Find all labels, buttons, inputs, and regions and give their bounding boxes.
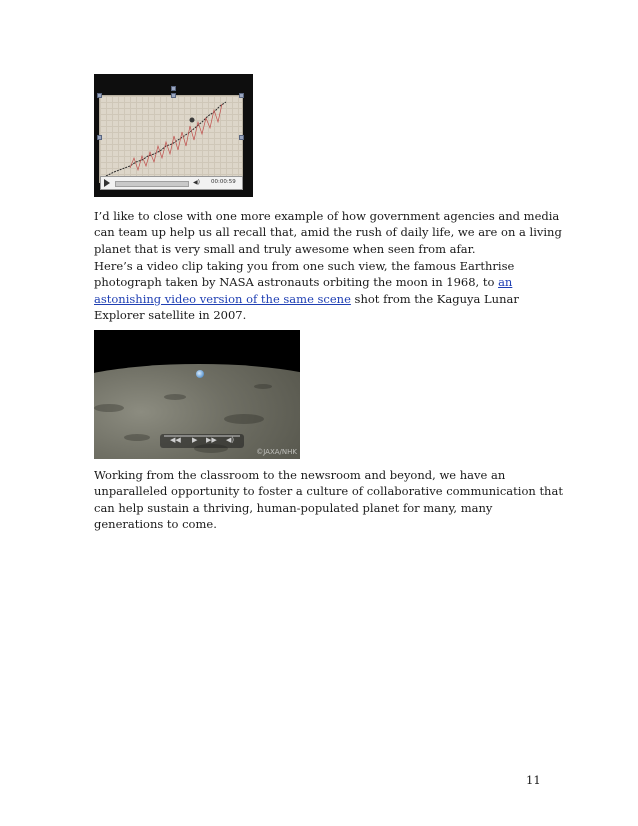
paragraph-conclusion: Working from the classroom to the newsroom and beyond, we have an unparalleled opportunity to foster a culture of collaborative communication that can help sustain a thriving, human-populated planet for many, many generations to come. — [94, 468, 563, 531]
selection-handle[interactable] — [239, 93, 244, 98]
video-controls — [160, 434, 244, 448]
selection-handle[interactable] — [97, 93, 102, 98]
earthrise-video-link[interactable]: an astonishing video version of the same scene — [94, 275, 513, 306]
watermark: ©JAXA/NHK — [256, 448, 297, 456]
paragraph-closing-example: I’d like to close with one more example of how government agencies and media can team up help us all recall that, amid the rush of daily life, we are on a living planet that is very small and truly awesome when seen from afar. — [94, 209, 562, 256]
video-frame-chart — [99, 95, 243, 183]
selection-handle[interactable] — [239, 135, 244, 140]
speaker-icon[interactable]: ◀) — [193, 179, 200, 186]
paragraph-earthrise — [94, 258, 564, 323]
paragraph-text: Here’s a video clip taking you from one such view, the famous Earthrise photograph taken by NASA astronauts orbiting the moon in 1968, to — [94, 259, 515, 290]
selection-handle[interactable] — [97, 135, 102, 140]
play-icon[interactable] — [104, 179, 110, 187]
selection-handle[interactable] — [171, 93, 176, 98]
earth-icon — [196, 370, 204, 378]
paragraph-text: shot from the Kaguya Lunar Explorer satellite in 2007. — [94, 291, 519, 322]
video-time: 00:00:59 — [211, 179, 236, 185]
play-icon[interactable]: ▶ — [192, 436, 198, 444]
seek-bar[interactable] — [115, 181, 189, 187]
fast-forward-icon[interactable]: ▶▶ — [206, 436, 217, 444]
rotate-handle[interactable] — [171, 86, 176, 91]
page-number: 11 — [526, 773, 541, 787]
chart-thumbnail — [100, 96, 242, 182]
earthrise-video-player[interactable] — [94, 330, 300, 459]
chart-video-player[interactable] — [94, 74, 253, 197]
video-controls — [100, 176, 243, 190]
speaker-icon[interactable]: ◀) — [226, 436, 235, 444]
rewind-icon[interactable]: ◀◀ — [170, 436, 181, 444]
